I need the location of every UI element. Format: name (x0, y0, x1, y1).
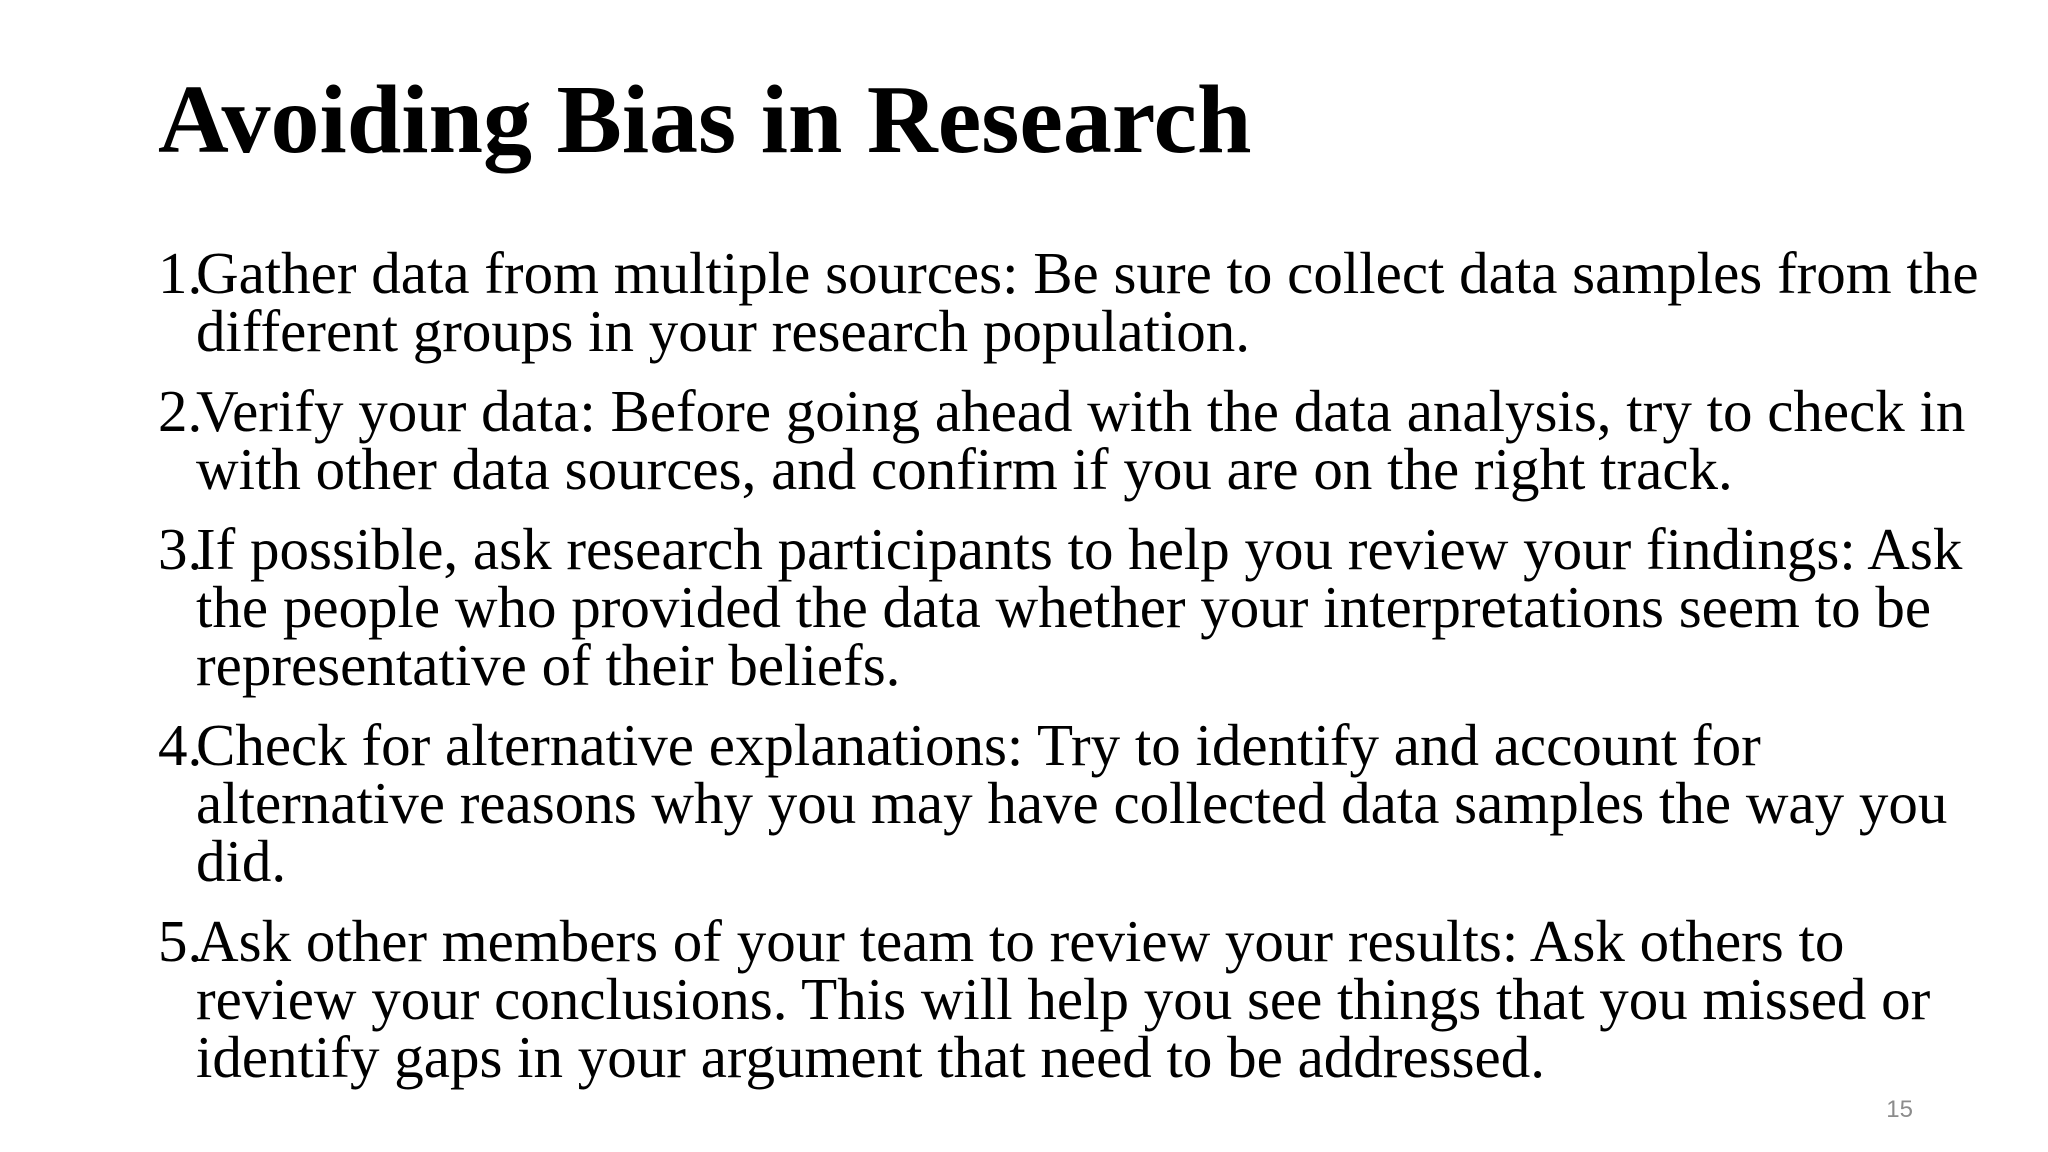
list-item-number: 1. (158, 240, 203, 306)
list-item-text: Gather data from multiple sources: Be sure to collect data samples from the different groups in your research population. (196, 240, 1979, 364)
page-number: 15 (1886, 1096, 1913, 1123)
list-item-text: If possible, ask research participants to help you review your findings: Ask the people who provided the data whether your interpretations seem to be representative of their beliefs. (196, 516, 1963, 698)
list-item (158, 516, 1998, 698)
slide-title: Avoiding Bias in Research (158, 66, 1252, 174)
list-item-number: 3. (158, 516, 203, 582)
list-item-text: Ask other members of your team to review your results: Ask others to review your conclusions. This will help you see things that you missed or identify gaps in your argument that need to be addressed. (196, 908, 1931, 1090)
list-item-text: Verify your data: Before going ahead with the data analysis, try to check in with other data sources, and confirm if you are on the right track. (196, 378, 1966, 502)
list-item (158, 240, 1998, 364)
list-item (158, 712, 1998, 894)
list-item (158, 908, 1998, 1090)
numbered-list (158, 240, 1998, 1108)
list-item-number: 4. (158, 712, 203, 778)
list-item-number: 2. (158, 378, 203, 444)
list-item-number: 5. (158, 908, 203, 974)
list-item (158, 378, 1998, 502)
list-item-text: Check for alternative explanations: Try to identify and account for alternative reasons why you may have collected data samples the way you did. (196, 712, 1948, 894)
